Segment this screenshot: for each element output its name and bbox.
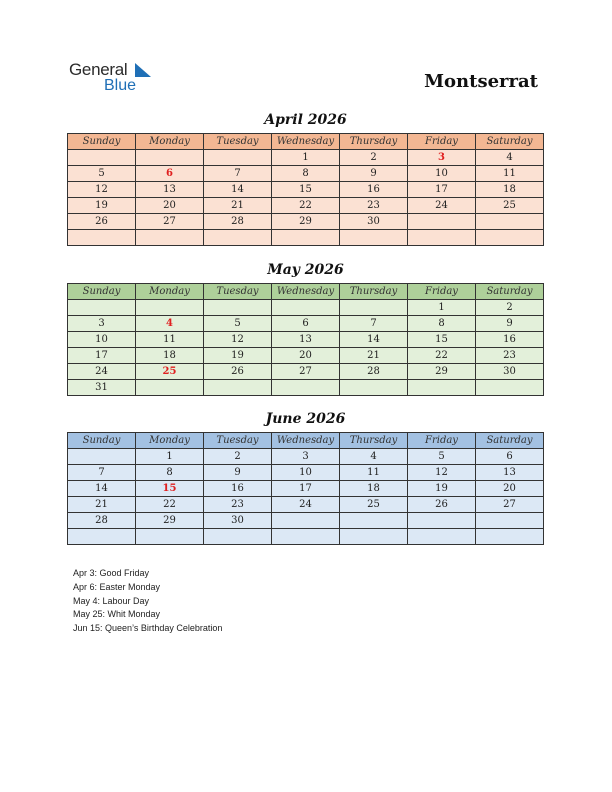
day-cell: 18: [476, 182, 544, 198]
day-cell: 24: [408, 198, 476, 214]
empty-cell: [340, 529, 408, 545]
day-cell: 16: [340, 182, 408, 198]
weekday-header: Wednesday: [272, 433, 340, 449]
empty-cell: [476, 230, 544, 246]
empty-cell: [136, 529, 204, 545]
day-cell: 25: [340, 497, 408, 513]
day-cell: 21: [68, 497, 136, 513]
day-cell: 30: [204, 513, 272, 529]
day-cell: 25: [136, 364, 204, 380]
day-cell: 24: [272, 497, 340, 513]
weekday-header-row: [68, 134, 544, 150]
empty-cell: [476, 214, 544, 230]
day-cell: 2: [204, 449, 272, 465]
day-cell: 17: [68, 348, 136, 364]
day-cell: 21: [204, 198, 272, 214]
week-row: [68, 364, 544, 380]
calendar-june: [67, 432, 544, 545]
day-cell: 18: [340, 481, 408, 497]
day-cell: 14: [68, 481, 136, 497]
day-cell: 13: [136, 182, 204, 198]
day-cell: 5: [408, 449, 476, 465]
weekday-header: Friday: [408, 284, 476, 300]
day-cell: 24: [68, 364, 136, 380]
week-row: [68, 150, 544, 166]
week-row: [68, 348, 544, 364]
day-cell: 28: [204, 214, 272, 230]
day-cell: 3: [272, 449, 340, 465]
empty-cell: [204, 230, 272, 246]
empty-cell: [136, 150, 204, 166]
day-cell: 28: [340, 364, 408, 380]
empty-cell: [136, 230, 204, 246]
empty-cell: [136, 300, 204, 316]
empty-cell: [272, 300, 340, 316]
day-cell: 6: [272, 316, 340, 332]
day-cell: 2: [476, 300, 544, 316]
empty-cell: [68, 529, 136, 545]
week-row: [68, 449, 544, 465]
day-cell: 9: [340, 166, 408, 182]
day-cell: 13: [476, 465, 544, 481]
week-row: [68, 214, 544, 230]
week-row: [68, 166, 544, 182]
empty-cell: [204, 300, 272, 316]
calendar-april: [67, 133, 544, 246]
day-cell: 27: [272, 364, 340, 380]
day-cell: 8: [408, 316, 476, 332]
empty-cell: [340, 230, 408, 246]
day-cell: 25: [476, 198, 544, 214]
day-cell: 31: [68, 380, 136, 396]
day-cell: 3: [408, 150, 476, 166]
day-cell: 26: [204, 364, 272, 380]
day-cell: 20: [272, 348, 340, 364]
weekday-header-row: [68, 284, 544, 300]
week-row: [68, 380, 544, 396]
day-cell: 11: [136, 332, 204, 348]
day-cell: 7: [68, 465, 136, 481]
empty-cell: [204, 529, 272, 545]
day-cell: 26: [68, 214, 136, 230]
week-row: [68, 529, 544, 545]
weekday-header-row: [68, 433, 544, 449]
weekday-header: Monday: [136, 433, 204, 449]
weekday-header: Thursday: [340, 134, 408, 150]
day-cell: 18: [136, 348, 204, 364]
empty-cell: [68, 230, 136, 246]
day-cell: 7: [340, 316, 408, 332]
day-cell: 22: [408, 348, 476, 364]
day-cell: 17: [408, 182, 476, 198]
week-row: [68, 316, 544, 332]
day-cell: 15: [272, 182, 340, 198]
day-cell: 29: [136, 513, 204, 529]
empty-cell: [408, 513, 476, 529]
weekday-header: Sunday: [68, 433, 136, 449]
day-cell: 27: [136, 214, 204, 230]
day-cell: 2: [340, 150, 408, 166]
weekday-header: Wednesday: [272, 134, 340, 150]
day-cell: 22: [272, 198, 340, 214]
day-cell: 15: [136, 481, 204, 497]
empty-cell: [340, 513, 408, 529]
weekday-header: Monday: [136, 284, 204, 300]
day-cell: 12: [68, 182, 136, 198]
empty-cell: [408, 529, 476, 545]
day-cell: 4: [340, 449, 408, 465]
month-title-may: May 2026: [267, 262, 344, 278]
week-row: [68, 465, 544, 481]
weekday-header: Tuesday: [204, 284, 272, 300]
weekday-header: Sunday: [68, 134, 136, 150]
day-cell: 21: [340, 348, 408, 364]
empty-cell: [68, 449, 136, 465]
holiday-notes: [73, 567, 222, 636]
day-cell: 1: [272, 150, 340, 166]
empty-cell: [476, 529, 544, 545]
weekday-header: Saturday: [476, 134, 544, 150]
day-cell: 14: [204, 182, 272, 198]
day-cell: 29: [408, 364, 476, 380]
day-cell: 23: [204, 497, 272, 513]
day-cell: 3: [68, 316, 136, 332]
day-cell: 26: [408, 497, 476, 513]
holiday-note: May 4: Labour Day: [73, 595, 150, 606]
day-cell: 1: [408, 300, 476, 316]
day-cell: 12: [408, 465, 476, 481]
empty-cell: [272, 230, 340, 246]
day-cell: 4: [136, 316, 204, 332]
calendar-may: [67, 283, 544, 396]
day-cell: 10: [272, 465, 340, 481]
week-row: [68, 182, 544, 198]
empty-cell: [476, 513, 544, 529]
empty-cell: [408, 230, 476, 246]
country-title: Montserrat: [424, 71, 538, 92]
day-cell: 29: [272, 214, 340, 230]
empty-cell: [272, 513, 340, 529]
empty-cell: [68, 300, 136, 316]
day-cell: 5: [204, 316, 272, 332]
empty-cell: [136, 380, 204, 396]
day-cell: 10: [68, 332, 136, 348]
week-row: [68, 230, 544, 246]
weekday-header: Friday: [408, 134, 476, 150]
weekday-header: Saturday: [476, 284, 544, 300]
empty-cell: [272, 529, 340, 545]
weekday-header: Friday: [408, 433, 476, 449]
day-cell: 10: [408, 166, 476, 182]
weekday-header: Tuesday: [204, 134, 272, 150]
day-cell: 6: [476, 449, 544, 465]
day-cell: 27: [476, 497, 544, 513]
weekday-header: Saturday: [476, 433, 544, 449]
week-row: [68, 198, 544, 214]
weekday-header: Sunday: [68, 284, 136, 300]
week-row: [68, 300, 544, 316]
logo-triangle-icon: [135, 63, 151, 77]
logo-general-text: General: [69, 60, 128, 79]
week-row: [68, 332, 544, 348]
day-cell: 8: [272, 166, 340, 182]
day-cell: 9: [204, 465, 272, 481]
weekday-header: Tuesday: [204, 433, 272, 449]
empty-cell: [204, 150, 272, 166]
day-cell: 6: [136, 166, 204, 182]
month-title-june: June 2026: [265, 411, 346, 427]
logo-blue-text: Blue: [104, 77, 137, 94]
empty-cell: [68, 150, 136, 166]
day-cell: 23: [340, 198, 408, 214]
day-cell: 1: [136, 449, 204, 465]
empty-cell: [408, 380, 476, 396]
day-cell: 11: [476, 166, 544, 182]
day-cell: 30: [476, 364, 544, 380]
day-cell: 17: [272, 481, 340, 497]
day-cell: 13: [272, 332, 340, 348]
holiday-note: May 25: Whit Monday: [73, 609, 161, 620]
day-cell: 15: [408, 332, 476, 348]
day-cell: 4: [476, 150, 544, 166]
day-cell: 16: [204, 481, 272, 497]
day-cell: 19: [204, 348, 272, 364]
holiday-note: Jun 15: Queen’s Birthday Celebration: [73, 623, 223, 634]
day-cell: 30: [340, 214, 408, 230]
day-cell: 20: [476, 481, 544, 497]
weekday-header: Thursday: [340, 433, 408, 449]
holiday-note: Apr 6: Easter Monday: [73, 581, 161, 592]
day-cell: 16: [476, 332, 544, 348]
month-title-april: April 2026: [264, 112, 347, 128]
day-cell: 20: [136, 198, 204, 214]
day-cell: 23: [476, 348, 544, 364]
empty-cell: [204, 380, 272, 396]
weekday-header: Thursday: [340, 284, 408, 300]
week-row: [68, 481, 544, 497]
weekday-header: Wednesday: [272, 284, 340, 300]
empty-cell: [340, 380, 408, 396]
day-cell: 12: [204, 332, 272, 348]
empty-cell: [340, 300, 408, 316]
day-cell: 11: [340, 465, 408, 481]
day-cell: 19: [68, 198, 136, 214]
weekday-header: Monday: [136, 134, 204, 150]
week-row: [68, 497, 544, 513]
week-row: [68, 513, 544, 529]
day-cell: 9: [476, 316, 544, 332]
empty-cell: [476, 380, 544, 396]
logo: [69, 60, 169, 96]
day-cell: 28: [68, 513, 136, 529]
holiday-note: Apr 3: Good Friday: [73, 568, 150, 578]
day-cell: 8: [136, 465, 204, 481]
empty-cell: [272, 380, 340, 396]
day-cell: 22: [136, 497, 204, 513]
day-cell: 14: [340, 332, 408, 348]
empty-cell: [408, 214, 476, 230]
day-cell: 5: [68, 166, 136, 182]
day-cell: 19: [408, 481, 476, 497]
day-cell: 7: [204, 166, 272, 182]
